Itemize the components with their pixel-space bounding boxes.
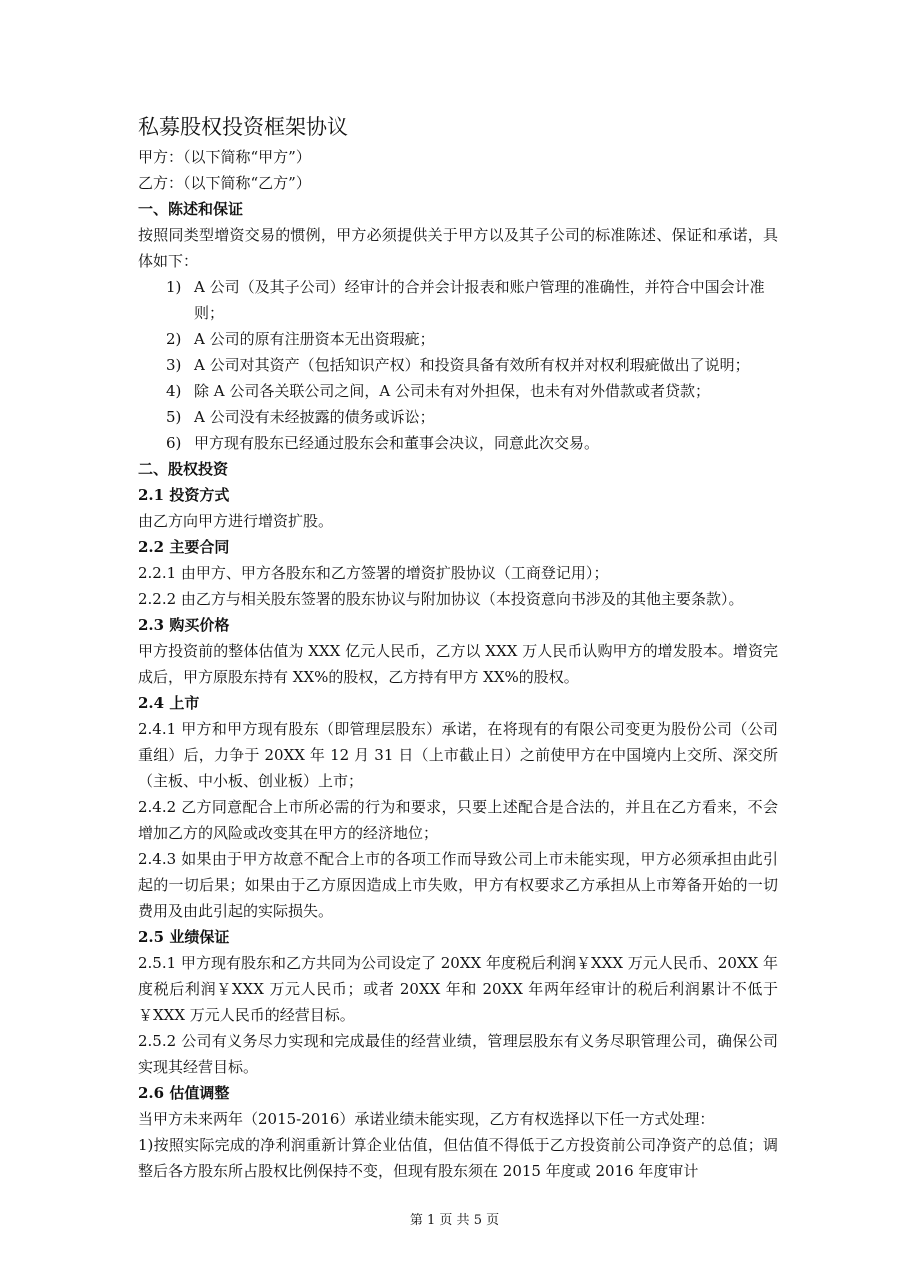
- list-item: [138, 274, 778, 326]
- list-item-text: A 公司对其资产（包括知识产权）和投资具备有效所有权并对权利瑕疵做出了说明；: [194, 356, 750, 374]
- list-item-text: 甲方现有股东已经通过股东会和董事会决议，同意此次交易。: [194, 434, 600, 452]
- section-2-2-heading: 2.2 主要合同: [138, 538, 230, 556]
- list-item-number: 2): [166, 330, 182, 348]
- section-2-1-heading: 2.1 投资方式: [138, 486, 230, 504]
- list-item: [138, 352, 778, 378]
- section-2-1-text: 由乙方向甲方进行增资扩股。: [138, 512, 334, 530]
- section-2-5-1-text: 2.5.1 甲方现有股东和乙方共同为公司设定了 20XX 年度税后利润￥XXX 万元人民币、20XX 年度税后利润￥XXX 万元人民币；或者 20XX 年和 20XX 年两年经审计的税后利润累计不低于￥XXX 万元人民币的经营目标。: [138, 954, 778, 1024]
- section-2-4-1-text: 2.4.1 甲方和甲方现有股东（即管理层股东）承诺，在将现有的有限公司变更为股份公司（公司重组）后，力争于 20XX 年 12 月 31 日（上市截止日）之前使甲方在中国境内上交所、深交所（主板、中小板、创业板）上市；: [138, 720, 778, 790]
- list-item-text: A 公司没有未经披露的债务或诉讼；: [194, 408, 435, 426]
- party-b-line: 乙方：（以下简称“乙方”）: [138, 174, 311, 192]
- party-a-line: 甲方：（以下简称“甲方”）: [138, 148, 311, 166]
- section-2-3-heading: 2.3 购买价格: [138, 616, 230, 634]
- section-2-3-text: 甲方投资前的整体估值为 XXX 亿元人民币，乙方以 XXX 万人民币认购甲方的增发股本。增资完成后，甲方原股东持有 XX%的股权，乙方持有甲方 XX%的股权。: [138, 642, 778, 686]
- section-2-4-heading: 2.4 上市: [138, 694, 200, 712]
- list-item-number: 5): [166, 408, 182, 426]
- section-2-heading: 二、股权投资: [138, 460, 229, 478]
- section-2-2-1-text: 2.2.1 由甲方、甲方各股东和乙方签署的增资扩股协议（工商登记用）；: [138, 564, 609, 582]
- list-item-number: 3): [166, 356, 182, 374]
- section-1-intro: 按照同类型增资交易的惯例，甲方必须提供关于甲方以及其子公司的标准陈述、保证和承诺，具体如下：: [138, 226, 778, 270]
- list-item-text: 除 A 公司各关联公司之间，A 公司未有对外担保，也未有对外借款或者贷款；: [194, 382, 710, 400]
- document-title: 私募股权投资框架协议: [138, 115, 348, 139]
- list-item: [138, 404, 778, 430]
- section-1-heading: 一、陈述和保证: [138, 200, 244, 218]
- page-number-footer: 第 1 页 共 5 页: [409, 1213, 500, 1228]
- document-page: [138, 112, 778, 1184]
- section-2-6-heading: 2.6 估值调整: [138, 1084, 230, 1102]
- section-2-4-3-text: 2.4.3 如果由于甲方故意不配合上市的各项工作而导致公司上市未能实现，甲方必须承担由此引起的一切后果；如果由于乙方原因造成上市失败，甲方有权要求乙方承担从上市筹备开始的一切费用及由此引起的实际损失。: [138, 850, 778, 920]
- list-item: [138, 378, 778, 404]
- representations-list: [138, 274, 778, 456]
- list-item-text: A 公司的原有注册资本无出资瑕疵；: [194, 330, 435, 348]
- section-2-6-item-1: 1)按照实际完成的净利润重新计算企业估值，但估值不得低于乙方投资前公司净资产的总值；调整后各方股东所占股权比例保持不变，但现有股东须在 2015 年度或 2016 年度审计: [138, 1136, 778, 1180]
- list-item-number: 6): [166, 434, 182, 452]
- section-2-6-text: 当甲方未来两年（2015-2016）承诺业绩未能实现，乙方有权选择以下任一方式处理：: [138, 1110, 715, 1128]
- list-item-text: A 公司（及其子公司）经审计的合并会计报表和账户管理的准确性，并符合中国会计准则；: [194, 278, 765, 322]
- list-item-number: 4): [166, 382, 182, 400]
- list-item: [138, 430, 778, 456]
- list-item: [138, 326, 778, 352]
- list-item-number: 1): [166, 278, 182, 296]
- section-2-4-2-text: 2.4.2 乙方同意配合上市所必需的行为和要求，只要上述配合是合法的，并且在乙方看来，不会增加乙方的风险或改变其在甲方的经济地位；: [138, 798, 778, 842]
- section-2-5-2-text: 2.5.2 公司有义务尽力实现和完成最佳的经营业绩，管理层股东有义务尽职管理公司，确保公司实现其经营目标。: [138, 1032, 778, 1076]
- section-2-2-2-text: 2.2.2 由乙方与相关股东签署的股东协议与附加协议（本投资意向书涉及的其他主要条款）。: [138, 590, 744, 608]
- section-2-5-heading: 2.5 业绩保证: [138, 928, 230, 946]
